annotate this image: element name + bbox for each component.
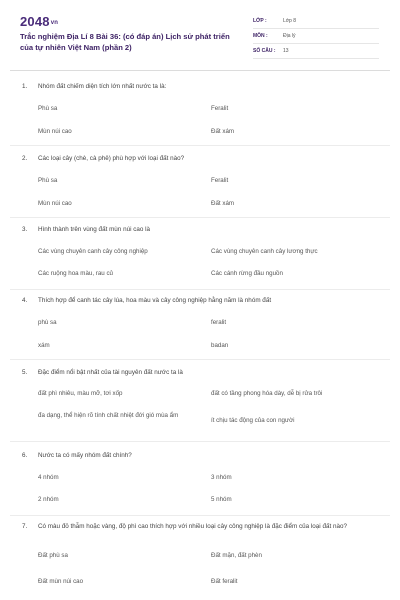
answer-option[interactable]: Mùn núi cao <box>38 128 72 135</box>
answer-option[interactable]: badan <box>211 342 229 349</box>
answer-option[interactable]: đất có tầng phong hóa dày, dễ bị rửa trôi <box>211 390 323 397</box>
question-text <box>22 154 382 164</box>
answer-option[interactable]: Mùn núi cao <box>38 200 72 207</box>
meta-value: Địa lý <box>283 33 296 39</box>
answer-option[interactable]: xám <box>38 342 50 349</box>
answer-option[interactable]: Đất xám <box>211 128 235 135</box>
question-separator <box>10 441 390 442</box>
meta-row-class <box>253 14 379 29</box>
answer-option[interactable]: Feralit <box>211 177 229 184</box>
meta-value: 13 <box>283 48 289 54</box>
question-separator <box>10 515 390 516</box>
answer-option[interactable]: Các cánh rừng đầu nguồn <box>211 270 283 277</box>
answer-option[interactable]: 4 nhóm <box>38 474 59 481</box>
meta-label: SỐ CÂU : <box>253 48 276 54</box>
logo-suffix: vn <box>50 19 59 26</box>
question-number: 5. <box>22 369 28 376</box>
answer-option[interactable]: Các vùng chuyên canh cây lương thực <box>211 248 318 255</box>
meta-label: LỚP : <box>253 18 267 24</box>
answer-option[interactable]: 3 nhóm <box>211 474 232 481</box>
question-text <box>22 296 382 306</box>
question-text <box>22 82 382 92</box>
question-number: 1. <box>22 83 28 90</box>
question-number: 7. <box>22 523 28 530</box>
question-text <box>22 451 382 461</box>
question-number: 6. <box>22 452 28 459</box>
question-body: Nước ta có mấy nhóm đất chính? <box>38 452 132 459</box>
answer-option[interactable]: đa dạng, thể hiện rõ tính chất nhiệt đới gió mùa ẩm <box>38 412 179 419</box>
meta-value: Lớp 8 <box>283 18 297 24</box>
question-separator <box>10 217 390 218</box>
answer-option[interactable]: 5 nhóm <box>211 496 232 503</box>
answer-option[interactable]: phù sa <box>38 319 57 326</box>
answer-option[interactable]: 2 nhóm <box>38 496 59 503</box>
answer-option[interactable]: đất phì nhiêu, màu mỡ, tơi xốp <box>38 390 123 397</box>
question-number: 2. <box>22 155 28 162</box>
meta-info <box>253 14 379 59</box>
site-logo[interactable] <box>20 14 58 29</box>
answer-option[interactable]: Các ruộng hoa màu, rau củ <box>38 270 113 277</box>
question-body: Nhóm đất chiếm diện tích lớn nhất nước ta là: <box>38 83 167 90</box>
answer-option[interactable]: Đất mùn núi cao <box>38 578 84 585</box>
answer-option[interactable]: ít chịu tác động của con người <box>211 417 295 424</box>
question-body: Các loại cây (chè, cà phê) phù hợp với loại đất nào? <box>38 155 185 162</box>
question-separator <box>10 289 390 290</box>
question-number: 4. <box>22 297 28 304</box>
answer-option[interactable]: Các vùng chuyên canh cây công nghiệp <box>38 248 148 255</box>
answer-option[interactable]: Đất feralit <box>211 578 238 585</box>
question-number: 3. <box>22 226 28 233</box>
document-header <box>0 0 400 70</box>
question-text <box>22 368 382 378</box>
question-body: Hình thành trên vùng đất mùn núi cao là <box>38 226 151 233</box>
question-text <box>22 522 382 532</box>
answer-option[interactable]: Phù sa <box>38 105 58 112</box>
answer-option[interactable]: Đất xám <box>211 200 235 207</box>
question-body: Có màu đỏ thẫm hoặc vàng, độ phì cao thích hợp với nhiều loại cây công nghiệp là đặc điểm của loại đất nào? <box>38 523 347 530</box>
question-text <box>22 225 382 235</box>
meta-row-question-count <box>253 44 379 59</box>
question-body: Thích hợp để canh tác cây lúa, hoa màu và cây công nghiệp hằng năm là nhóm đất <box>38 297 272 304</box>
meta-label: MÔN : <box>253 33 268 39</box>
logo-text: 2048 <box>20 14 50 29</box>
question-body: Đặc điểm nổi bật nhất của tài nguyên đất nước ta là <box>38 369 183 376</box>
header-divider <box>10 70 390 71</box>
answer-option[interactable]: Đất mặn, đất phèn <box>211 552 262 559</box>
question-separator <box>10 145 390 146</box>
answer-option[interactable]: Phù sa <box>38 177 58 184</box>
question-separator <box>10 359 390 360</box>
answer-option[interactable]: Đất phù sa <box>38 552 68 559</box>
answer-option[interactable]: feralit <box>211 319 227 326</box>
page-title: Trắc nghiệm Địa Lí 8 Bài 36: (có đáp án) Lịch sử phát triển của tự nhiên Việt Nam (phần 2) <box>20 32 230 52</box>
meta-row-subject <box>253 29 379 44</box>
answer-option[interactable]: Feralit <box>211 105 229 112</box>
